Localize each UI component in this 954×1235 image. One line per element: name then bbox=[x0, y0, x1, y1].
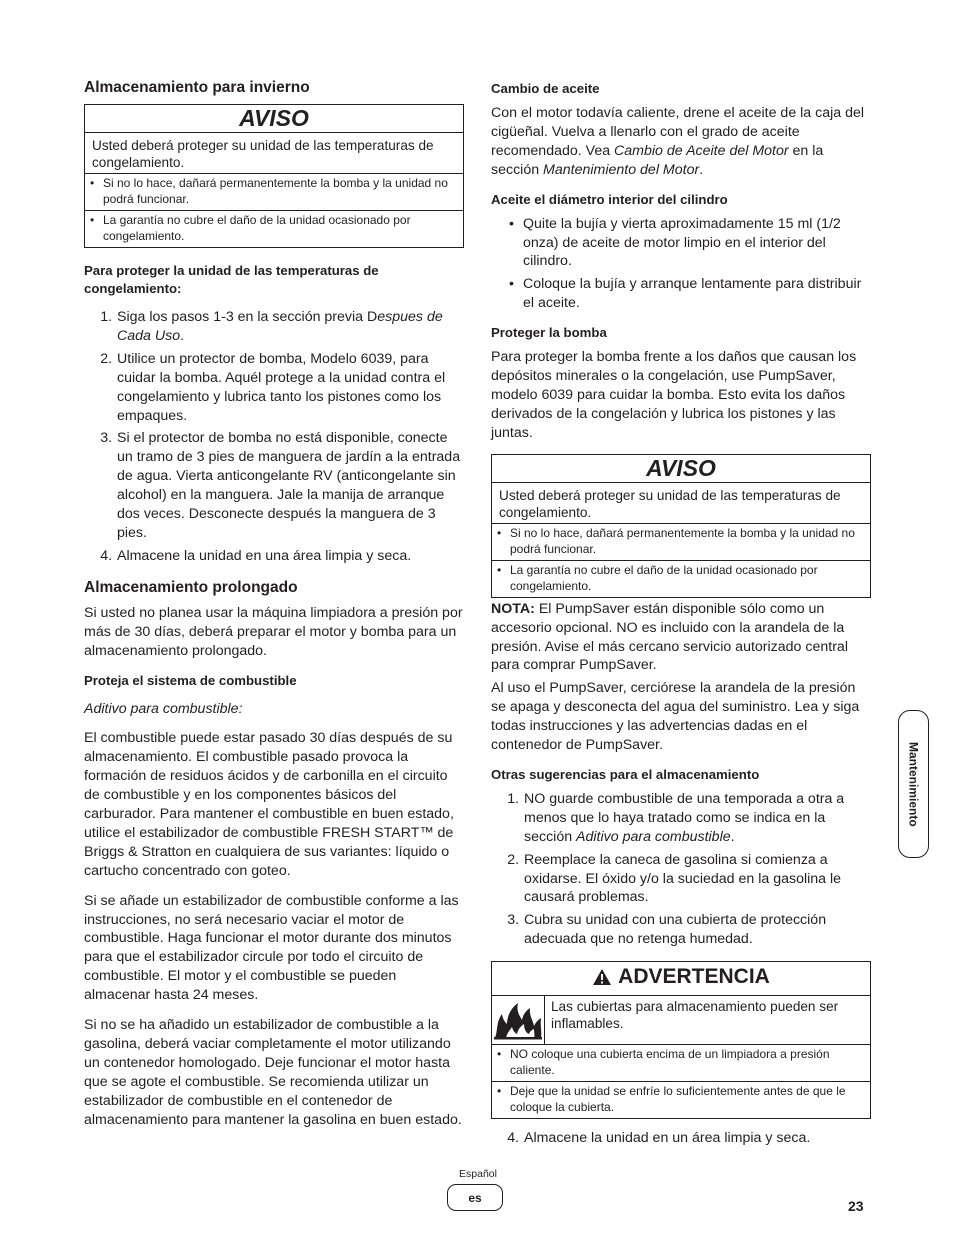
oil-change-text: Con el motor todavía caliente, drene el aceite de la caja del cigüeñal. Vuelva a llenarlo con el grado de aceite recomendado. Vea Cambio de Aceite del Motor en la sección Mantenimiento del Motor. bbox=[491, 105, 865, 178]
warning-bullet: • NO coloque una cubierta encima de un limpiadora a presión caliente. bbox=[492, 1045, 870, 1081]
list-item: 3. Si el protector de bomba no está disponible, conecte un tramo de 3 pies de manguera de jardín a la entrada de agua. Vierta anticongelante RV (anticongelante sin alcohol) en la manguera. Jale la manija de arranque dos veces. Desconecte después la manguera de 3 pies. bbox=[116, 429, 464, 542]
fuel-paragraph: Si se añade un estabilizador de combustible conforme a las instrucciones, no será necesario vaciar el motor de combustible. Haga funcionar el motor durante dos minutos para que el estabilizador circule por todo el circuito de combustible. El motor y el combustible se pueden almacenar hasta 24 meses. bbox=[84, 892, 459, 1004]
fuel-paragraph: Si no se ha añadido un estabilizador de combustible a la gasolina, deberá vaciar completamente el motor utilizando un contenedor homologado. Deje funcionar el motor hasta que se agote el combustible. Se recomienda utilizar un estabilizador de combustible en el contenedor de almacenamiento para mantener la gasolina en buen estado. bbox=[84, 1017, 462, 1128]
list-item: 4. Almacene la unidad en un área limpia y seca. bbox=[523, 1129, 871, 1148]
left-column bbox=[84, 78, 464, 1141]
protect-pump-heading: Proteger la bomba bbox=[491, 325, 607, 341]
freeze-steps-list bbox=[84, 308, 464, 566]
warning-bullet: • Deje que la unidad se enfríe lo suficientemente antes de que le coloque la cubierta. bbox=[492, 1081, 870, 1118]
aviso-title: AVISO bbox=[492, 455, 870, 483]
aviso-bullet: • La garantía no cubre el daño de la unidad ocasionado por congelamiento. bbox=[85, 210, 463, 247]
fuel-additive-label: Aditivo para combustible: bbox=[84, 700, 243, 717]
nota-paragraph: NOTA: El PumpSaver están disponible sólo como un accesorio opcional. NO es incluido con la arandela de la presión. Avise el más cercano servicio autorizado central para comprar PumpSaver. bbox=[491, 600, 848, 674]
other-tips-heading: Otras sugerencias para el almacenamiento bbox=[491, 766, 760, 782]
cylinder-bullets bbox=[491, 215, 871, 314]
footer-language: Español bbox=[459, 1168, 497, 1180]
aviso-bullets bbox=[85, 174, 463, 247]
cylinder-heading: Aceite el diámetro interior del cilindro bbox=[491, 191, 728, 207]
pumpsaver-use-text: Al uso el PumpSaver, cerciórese la arandela de la presión se apaga y desconecta del agua del suministro. Lea y siga todas instrucciones y las advertencias dadas en el contenedor de PumpSaver. bbox=[491, 680, 860, 754]
aviso-notice-box bbox=[84, 104, 464, 248]
oil-change-heading: Cambio de aceite bbox=[491, 81, 600, 96]
fuel-paragraph: El combustible puede estar pasado 30 días después de su almacenamiento. El combustible pasado provoca la formación de residuos ácidos y de carbonilla en el circuito de combustible y en los componentes básicos del carburador. Para mantener el combustible en buen estado, utilice el estabilizador de combustible FRESH START™ de Briggs & Stratton en cualquiera de sus variantes: líquido o cartucho concentrado con goteo. bbox=[84, 730, 454, 879]
list-item: 1. Siga los pasos 1-3 en la sección previa Despues de Cada Uso. bbox=[116, 308, 464, 346]
aviso-bullet: • La garantía no cubre el daño de la unidad ocasionado por congelamiento. bbox=[492, 560, 870, 597]
list-item: 1. NO guarde combustible de una temporada a otra a menos que lo haya tratado como se indica en la sección Aditivo para combustible. bbox=[523, 790, 871, 847]
aviso-bullet: • Si no lo hace, dañará permanentemente la bomba y la unidad no podrá funcionar. bbox=[85, 174, 463, 210]
warning-triangle-icon bbox=[592, 966, 612, 994]
list-item: 2. Reemplace la caneca de gasolina si comienza a oxidarse. El óxido y/o la suciedad en la gasolina le causará problemas. bbox=[523, 851, 871, 908]
other-tips-list bbox=[491, 790, 871, 949]
right-column bbox=[491, 80, 871, 1160]
protect-pump-text: Para proteger la bomba frente a los daños que causan los depósitos minerales o la congelación, use PumpSaver, modelo 6039 para cuidar la bomba. Esto evita los daños derivados de la congelación y lubrica los pistones y las juntas. bbox=[491, 349, 857, 441]
long-storage-text: Si usted no planea usar la máquina limpiadora a presión por más de 30 días, deberá preparar el motor y bomba para un almacenamiento prolongado. bbox=[84, 604, 463, 659]
fuel-system-heading: Proteja el sistema de combustible bbox=[84, 672, 297, 688]
aviso-title: AVISO bbox=[85, 105, 463, 133]
other-tips-list-continued bbox=[491, 1129, 871, 1148]
page-number: 23 bbox=[848, 1198, 864, 1214]
list-item: 3. Cubra su unidad con una cubierta de protección adecuada que no retenga humedad. bbox=[523, 911, 871, 949]
winter-storage-heading: Almacenamiento para invierno bbox=[84, 79, 310, 96]
list-item: • Quite la bujía y vierta aproximadamente 15 ml (1/2 onza) de aceite de motor limpio en el interior del cilindro. bbox=[523, 215, 871, 272]
warning-box bbox=[491, 961, 871, 1119]
section-tab-label: Mantenimiento bbox=[906, 741, 921, 827]
warning-bullets bbox=[492, 1045, 870, 1118]
aviso-bullet: • Si no lo hace, dañará permanentemente la bomba y la unidad no podrá funcionar. bbox=[492, 524, 870, 560]
aviso-notice-box bbox=[491, 454, 871, 598]
footer-language-code: es bbox=[447, 1184, 503, 1211]
list-item: 4. Almacene la unidad en una área limpia y seca. bbox=[116, 547, 464, 566]
aviso-text: Usted deberá proteger su unidad de las temperaturas de congelamiento. bbox=[492, 483, 870, 524]
fire-hazard-icon bbox=[492, 996, 545, 1044]
section-tab bbox=[898, 710, 929, 858]
long-storage-heading: Almacenamiento prolongado bbox=[84, 578, 298, 596]
list-item: • Coloque la bujía y arranque lentamente para distribuir el aceite. bbox=[523, 275, 871, 313]
warning-hazard-row bbox=[492, 996, 870, 1045]
list-item: 2. Utilice un protector de bomba, Modelo 6039, para cuidar la bomba. Aquél protege a la unidad contra el congelamiento y lubrica tanto los pistones como los empaques. bbox=[116, 350, 464, 426]
aviso-text: Usted deberá proteger su unidad de las temperaturas de congelamiento. bbox=[85, 133, 463, 174]
warning-title: ADVERTENCIA bbox=[492, 962, 870, 996]
aviso-bullets bbox=[492, 524, 870, 597]
warning-text: Las cubiertas para almacenamiento pueden ser inflamables. bbox=[551, 999, 839, 1032]
protect-freeze-heading: Para proteger la unidad de las temperaturas de congelamiento: bbox=[84, 263, 379, 296]
